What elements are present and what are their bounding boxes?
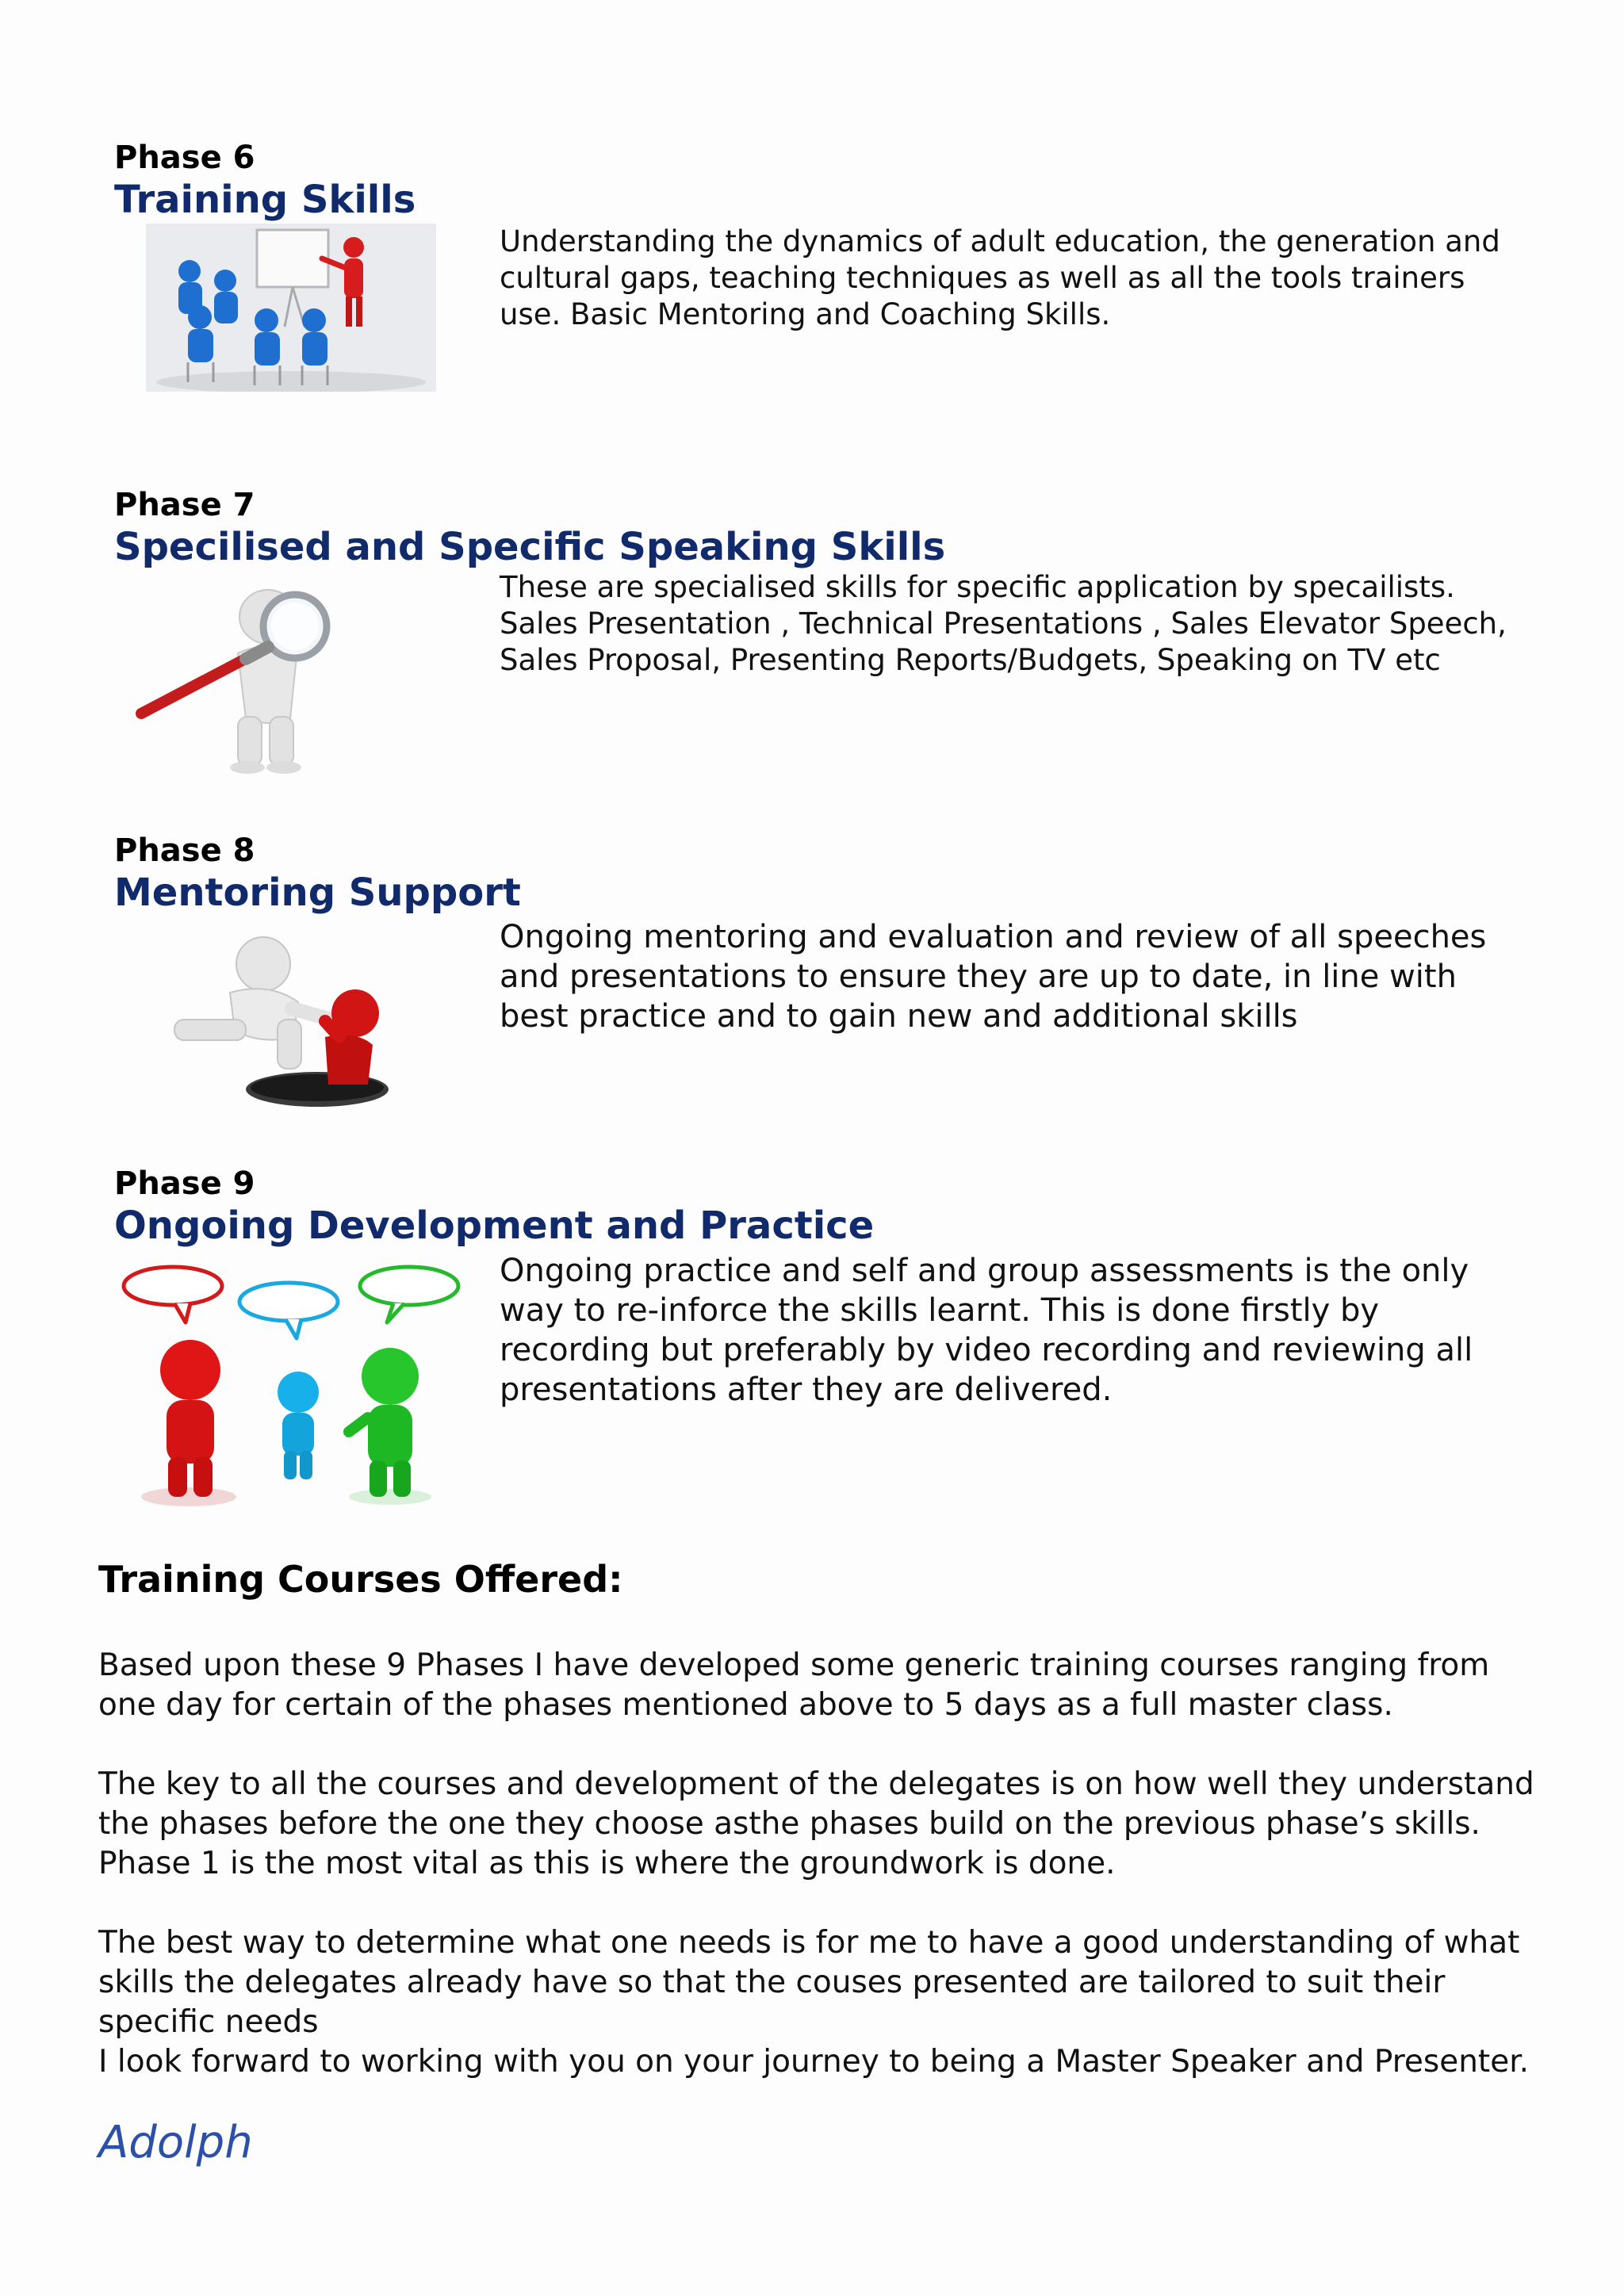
phase-description [500, 1251, 1530, 1410]
phase-description [500, 917, 1530, 1036]
body-paragraph: I look forward to working with you on your journey to being a Master Speaker and Presenter. [98, 2044, 1530, 2080]
phase-description-text: Ongoing mentoring and evaluation and review of all speeches and presentations to ensure they are up to date, in line with best practice and to gain new and additional skills [500, 919, 1487, 1035]
phase-title: Training Skills [114, 178, 416, 222]
phase-label: Phase 9 [114, 1165, 255, 1202]
phase-title: Mentoring Support [114, 871, 521, 915]
body-paragraph: The best way to determine what one needs is for me to have a good understanding of what skills the delegates already have so that the couses presented are tailored to suit their specific needs [98, 1925, 1520, 2040]
helping-hand-figure-illustration [159, 926, 420, 1113]
phase-description-text: These are specialised skills for specific application by specailists. [500, 570, 1455, 604]
phase-description-text: Understanding the dynamics of adult education, the generation and cultural gaps, teaching techniques as well as all the tools trainers use. Basic Mentoring and Coaching Skills. [500, 224, 1500, 331]
signature: Adolph [98, 2117, 253, 2168]
phase-title: Ongoing Development and Practice [114, 1203, 875, 1248]
phase-description-text: Sales Presentation , Technical Presentations , Sales Elevator Speech, Sales Proposal, Presenting Reports/Budgets, Speaking on TV etc [500, 607, 1507, 677]
phase-description [500, 569, 1530, 679]
magnifying-glass-figure-illustration [127, 577, 365, 780]
section-heading: Training Courses Offered: [98, 1558, 623, 1601]
body-paragraph: The key to all the courses and development of the delegates is on how well they understand the phases before the one they choose asthe phases build on the previous phase’s skills. Phase 1 is the most vital as this is where the groundwork is done. [98, 1766, 1534, 1881]
phase-title: Specilised and Specific Speaking Skills [114, 525, 946, 569]
body-paragraph: Based upon these 9 Phases I have developed some generic training courses ranging from one day for certain of the phases mentioned above to 5 days as a full master class. [98, 1647, 1490, 1723]
classroom-trainer-illustration [146, 224, 436, 392]
phase-label: Phase 7 [114, 487, 255, 523]
phase-description [500, 224, 1530, 333]
phase-description-text: Ongoing practice and self and group assessments is the only way to re-inforce the skills learnt. This is done firstly by recording but preferably by video recording and reviewing all presentations after they are delivered. [500, 1253, 1473, 1408]
phase-label: Phase 8 [114, 832, 255, 869]
speech-bubbles-figures-illustration [117, 1259, 466, 1519]
phase-label: Phase 6 [114, 140, 255, 176]
